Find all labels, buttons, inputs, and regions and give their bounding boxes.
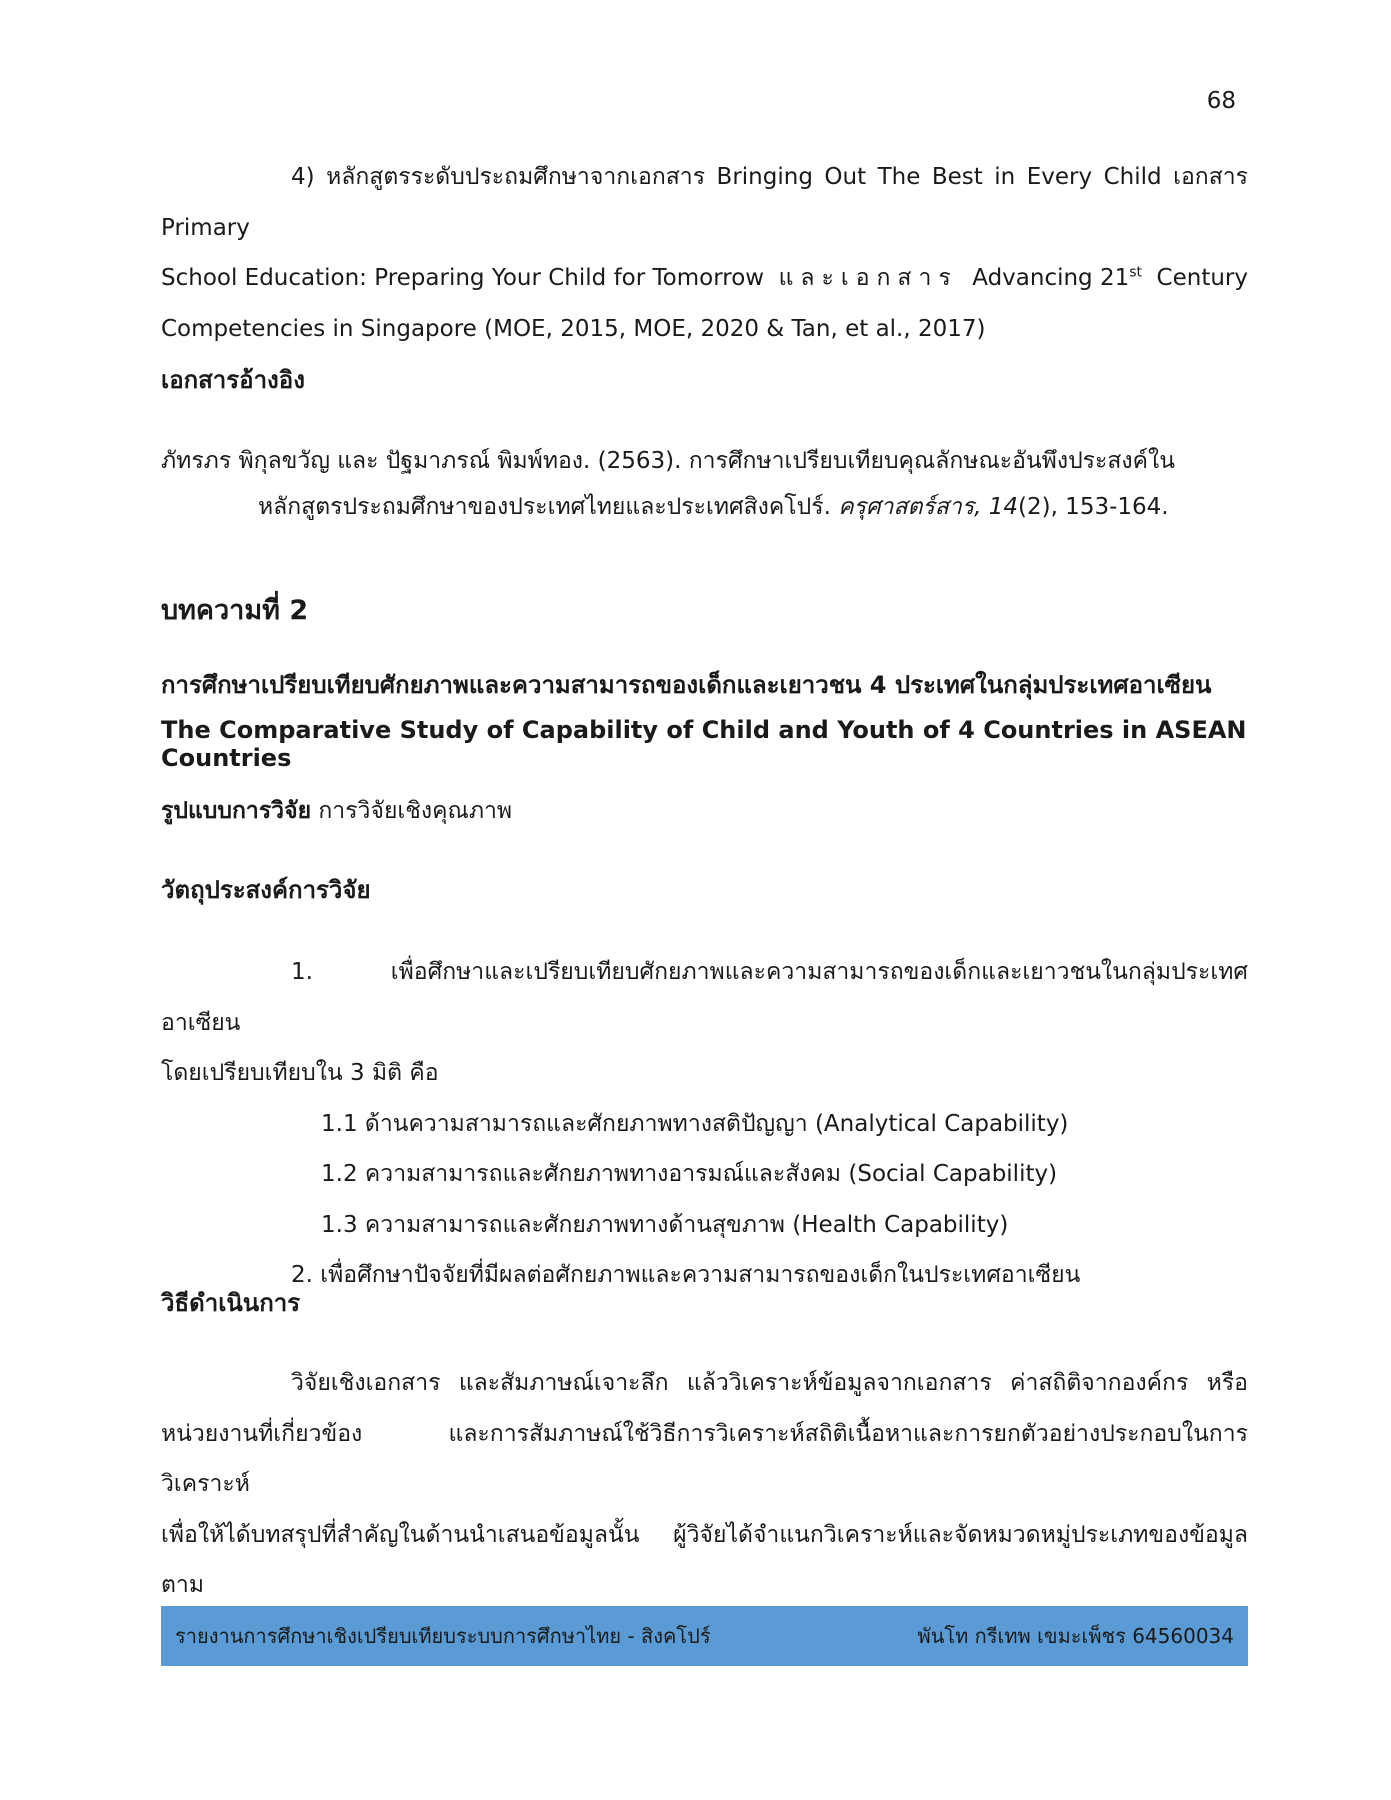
reference-line-2-b: (2), 153-164. — [1017, 494, 1169, 520]
intro-line-2-sup: st — [1129, 264, 1143, 281]
intro-line-2-thai: และเอกสาร — [778, 265, 958, 291]
research-design — [161, 793, 1248, 829]
article-heading: บทความที่ 2 — [161, 595, 309, 626]
article-title-th: การศึกษาเปรียบเทียบศักยภาพและความสามารถของเด็กและเยาวชน 4 ประเทศในกลุ่มประเทศอาเซียน — [161, 671, 1212, 699]
intro-line-2-a: School Education: Preparing Your Child for Tomorrow — [161, 265, 765, 291]
intro-line-2-b-wrap — [972, 253, 1142, 304]
intro-line-2-c: Century — [1156, 265, 1248, 291]
objectives-heading: วัตถุประสงค์การวิจัย — [161, 876, 371, 904]
reference-line-1: ภัทรภร พิกุลขวัญ และ ปัฐมาภรณ์ พิมพ์ทอง. (2563). การศึกษาเปรียบเทียบคุณลักษณะอันพึงประสงค์ใน — [161, 448, 1175, 474]
article-title-en: The Comparative Study of Capability of Child and Youth of 4 Countries in ASEAN Countries — [161, 716, 1247, 772]
footer-report-title: รายงานการศึกษาเชิงเปรียบเทียบระบบการศึกษาไทย - สิงคโปร์ — [175, 1624, 711, 1648]
method-paragraph — [161, 1358, 1248, 1611]
method-line-1: วิจัยเชิงเอกสาร และสัมภาษณ์เจาะลึก แล้ววิเคราะห์ข้อมูลจากเอกสาร ค่าสถิติจากองค์กร หรือ — [291, 1370, 1248, 1396]
objective-2: 2. เพื่อศึกษาปัจจัยที่มีผลต่อศักยภาพและความสามารถของเด็กในประเทศอาเซียน — [291, 1262, 1081, 1288]
reference-line-2 — [161, 484, 1248, 530]
research-design-value: การวิจัยเชิงคุณภาพ — [318, 798, 513, 824]
page-number: 68 — [1206, 88, 1236, 114]
objective-1-line-2: โดยเปรียบเทียบใน 3 มิติ คือ — [161, 1060, 439, 1086]
intro-paragraph — [161, 152, 1248, 354]
method-line-3: เพื่อให้ได้บทสรุปที่สำคัญในด้านนำเสนอข้อมูลนั้น ผู้วิจัยได้จำแนกวิเคราะห์และจัดหมวดหมู่ประเภทของข้อมูลตาม — [161, 1521, 1248, 1598]
reference-line-2-a: หลักสูตรประถมศึกษาของประเทศไทยและประเทศสิงคโปร์. — [258, 494, 831, 520]
method-line-2: หน่วยงานที่เกี่ยวข้อง และการสัมภาษณ์ใช้วิธีการวิเคราะห์สถิติเนื้อหาและการยกตัวอย่างประกอบในการวิเคราะห์ — [161, 1420, 1248, 1497]
sub-objective: 1.3 ความสามารถและศักยภาพทางด้านสุขภาพ (Health Capability) — [321, 1211, 1009, 1238]
footer-author: พันโท กรีเทพ เขมะเพ็ชร 64560034 — [917, 1624, 1234, 1648]
objective-1-line-1: 1. เพื่อศึกษาและเปรียบเทียบศักยภาพและความสามารถของเด็กและเยาวชนในกลุ่มประเทศอาเซียน — [161, 959, 1248, 1036]
intro-line-2-b: Advancing 21 — [972, 265, 1130, 291]
references-heading: เอกสารอ้างอิง — [161, 366, 305, 394]
intro-line-1: 4) หลักสูตรระดับประถมศึกษาจากเอกสาร Bringing Out The Best in Every Child เอกสาร Primary — [161, 164, 1248, 241]
research-design-label: รูปแบบการวิจัย — [161, 798, 312, 824]
intro-line-2 — [161, 253, 1248, 304]
objectives-list — [161, 947, 1248, 1301]
reference-journal: ครุศาสตร์สาร, 14 — [838, 494, 1018, 520]
method-heading: วิธีดำเนินการ — [161, 1289, 301, 1317]
intro-line-3: Competencies in Singapore (MOE, 2015, MOE, 2020 & Tan, et al., 2017) — [161, 315, 986, 342]
sub-objective: 1.1 ด้านความสามารถและศักยภาพทางสติปัญญา (Analytical Capability) — [321, 1110, 1069, 1137]
sub-objective: 1.2 ความสามารถและศักยภาพทางอารมณ์และสังคม (Social Capability) — [321, 1161, 1058, 1187]
page-footer — [161, 1606, 1248, 1666]
reference-entry — [161, 438, 1248, 530]
